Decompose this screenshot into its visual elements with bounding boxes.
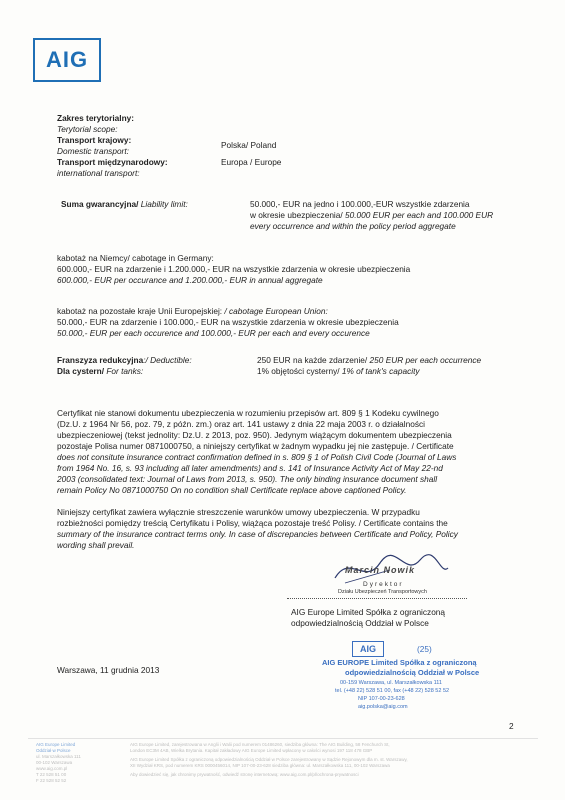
eu-line1 (57, 306, 328, 317)
cert-para1-line7: 2003 (consolidated text: Journal of Laws from 2013, s. 950). The only binding insurance document shall (57, 474, 438, 484)
stamp-number: (25) (417, 644, 432, 654)
eu-line1-pl: kabotaż na pozostałe kraje Unii Europejskiej: (57, 306, 225, 316)
deductible-value (257, 355, 481, 366)
domestic-label-en: Domestic transport: (57, 146, 129, 156)
stamp-line3: 00-159 Warszawa, ul. Marszałkowska 111 (340, 680, 442, 686)
footer-legal-line: AIG Europe Limited Spółka z ograniczoną odpowiedzialnością Oddział w Polsce zarejestrowany w Sądzie Rejonowym dla m. st. Warszawy, (130, 757, 408, 762)
cert-para2-line3: summary of the insurance contract terms only. In case of discrepancies between Certificate and Policy, Policy (57, 529, 458, 539)
tanks-label: Dla cystern/ (57, 366, 105, 376)
germany-line1: kabotaż na Niemcy/ cabotage in Germany: (57, 253, 214, 263)
footer-legal-line: London EC3M 4AB, Wielka Brytania. Kapitał zakładowy AIG Europe Limited wpłacony w całości wynosi 197 118 478 GBP (130, 748, 373, 753)
cert-para1-line8: remain Policy No 0871000750 On no condition shall Certificate replace above captioned Policy. (57, 485, 407, 495)
germany-line2: 600.000,- EUR na zdarzenie i 1.200.000,- EUR na wszystkie zdarzenia w okresie ubezpieczenia (57, 264, 411, 274)
cert-para2-line4: wording shall prevail. (57, 540, 135, 550)
liability-line3: every occurrence and within the policy period aggregate (250, 221, 456, 231)
scope-label-en: Terytorial scope: (57, 124, 118, 134)
footer-legal-line: AIG Europe Limited, zarejestrowana w Anglii i Walii pod numerem 01486260, siedziba główna: The AIG Building, 58 Fenchurch St, (130, 742, 390, 747)
intl-label-en: international transport: (57, 168, 140, 178)
aig-logo: AIG (33, 38, 101, 82)
footer-legal-line: XII Wydział KRS, pod numerem KRS 0000456014, NIP 107-00-23-628 siedziba główna: ul. Marszałkowska 111, 00-102 Warszawa (130, 763, 390, 768)
stamp-line5: NIP 107-00-23-628 (358, 696, 405, 702)
deductible-value-pl: 250 EUR na każde zdarzenie/ (257, 355, 370, 365)
tanks-value-en: 1% of tank's capacity (341, 366, 420, 376)
cert-para1-line2: (Dz.U. z 1964 Nr 56, poz. 79, z późn. zm.) oraz art. 141 ustawy z dnia 22 maja 2003 r. o działalności (57, 419, 426, 429)
liability-label-en: Liability limit: (138, 199, 188, 209)
cert-para1-line4: pozostaje Polisa numer 0871000750, a niniejszy certyfikat w żadnym wypadku jej nie zastępuje. / Certificate (57, 441, 454, 451)
eu-line1-en: / cabotage European Union: (224, 306, 328, 316)
stamp-line1: AIG EUROPE Limited Spółka z ograniczoną (322, 658, 477, 667)
footer-address (36, 742, 81, 784)
signature-name: Marcin Nowik (345, 565, 416, 575)
footer-legal-line: Aby dowiedzieć się, jak chronimy prywatność, odwiedź stronę internetową: www.aig.com.pl/pl/ochrona-prywatnosci (130, 772, 359, 777)
cert-para1-line1: Certyfikat nie stanowi dokumentu ubezpieczenia w rozumieniu przepisów art. 809 § 1 Kodeku cywilnego (57, 408, 439, 418)
cert-para2-line1: Niniejszy certyfikat zawiera wyłącznie streszczenie warunków umowy ubezpieczenia. W przypadku (57, 507, 420, 517)
deductible-value-en: 250 EUR per each occurrence (369, 355, 482, 365)
stamp-line6: aig.polska@aig.com (358, 704, 408, 710)
liability-line1: 50.000,- EUR na jedno i 100.000,-EUR wszystkie zdarzenia (250, 199, 470, 209)
deductible-label-en: :/ Deductible: (143, 355, 192, 365)
liability-line2-pl: w okresie ubezpieczenia/ (250, 210, 346, 220)
cert-para1-line6: from 1964 No. 16, s. 93 including all later amendments) and s. 141 of Insurance Activity Act of May 22-nd (57, 463, 443, 473)
signature-line (287, 598, 467, 599)
stamp-aig-logo: AIG (352, 641, 384, 657)
intl-label: Transport międzynarodowy: (57, 157, 168, 167)
stamp-line4: tel. (+48 22) 528 51 00, fax (+48 22) 528 52 52 (335, 688, 450, 694)
deductible-label-row (57, 355, 192, 366)
footer-legal (130, 742, 408, 778)
germany-line3: 600.000,- EUR per occurance and 1.200.000,- EUR in annual aggregate (57, 275, 323, 285)
footer-divider (28, 738, 538, 741)
scope-label: Zakres terytorialny: (57, 113, 135, 123)
footer-address-line: AIG Europe Limited (36, 742, 76, 747)
tanks-label-row (57, 366, 143, 377)
page-number: 2 (509, 721, 514, 731)
tanks-value-pl: 1% objętości cysterny/ (257, 366, 342, 376)
footer-address-line: Oddział w Polsce (36, 748, 71, 753)
stamp-line2: odpowiedzialnością Oddział w Polsce (345, 668, 480, 677)
tanks-value (257, 366, 420, 377)
liability-label: Suma gwarancyjna/ (61, 199, 139, 209)
liability-label-row (61, 199, 188, 210)
company-line1: AIG Europe Limited Spółka z ograniczoną (291, 607, 446, 617)
tanks-label-en: For tanks: (104, 366, 144, 376)
liability-line2-en: 50.000 EUR per each and 100.000 EUR (345, 210, 494, 220)
signature-title: Dyrektor (363, 581, 404, 588)
deductible-label: Franszyza redukcyjna (57, 355, 144, 365)
signature-dept: Działu Ubezpieczeń Transportowych (338, 589, 427, 595)
footer-address-line: ul. Marszałkowska 111 (36, 754, 81, 759)
footer-address-line: 00-102 Warszawa (36, 760, 73, 765)
domestic-value: Polska/ Poland (221, 140, 277, 150)
footer-address-line: www.aig.com.pl (36, 766, 68, 771)
document-date: Warszawa, 11 grudnia 2013 (57, 665, 160, 675)
cert-para2-line2: rozbieżności pomiędzy treścią Certyfikatu i Polisy, wiążąca pozostaje treść Polisy. / Certificate contains the (57, 518, 448, 528)
cert-para1-line5: does not consitute insurance contract confirmation defined in s. 809 § 1 of Polish Civil Code (Journal of Laws (57, 452, 457, 462)
liability-line2 (250, 210, 493, 221)
eu-line2: 50.000,- EUR na zdarzenie i 100.000,- EUR na wszystkie zdarzenia w okresie ubezpieczenia (57, 317, 399, 327)
cert-para1-line3: ubezpieczeniowej (tekst jednolity: Dz.U. z 2013, poz. 950). Jedynym wiążącym dokumentem ubezpieczenia (57, 430, 452, 440)
intl-value: Europa / Europe (221, 157, 282, 167)
footer-address-line: T 22 528 51 00 (36, 772, 67, 777)
eu-line3: 50.000,- EUR per each occurence and 100.000,- EUR per each and every occurence (57, 328, 370, 338)
footer-address-line: F 22 528 52 52 (36, 778, 67, 783)
domestic-label: Transport krajowy: (57, 135, 132, 145)
company-line2: odpowiedzialnością Oddział w Polsce (291, 618, 429, 628)
